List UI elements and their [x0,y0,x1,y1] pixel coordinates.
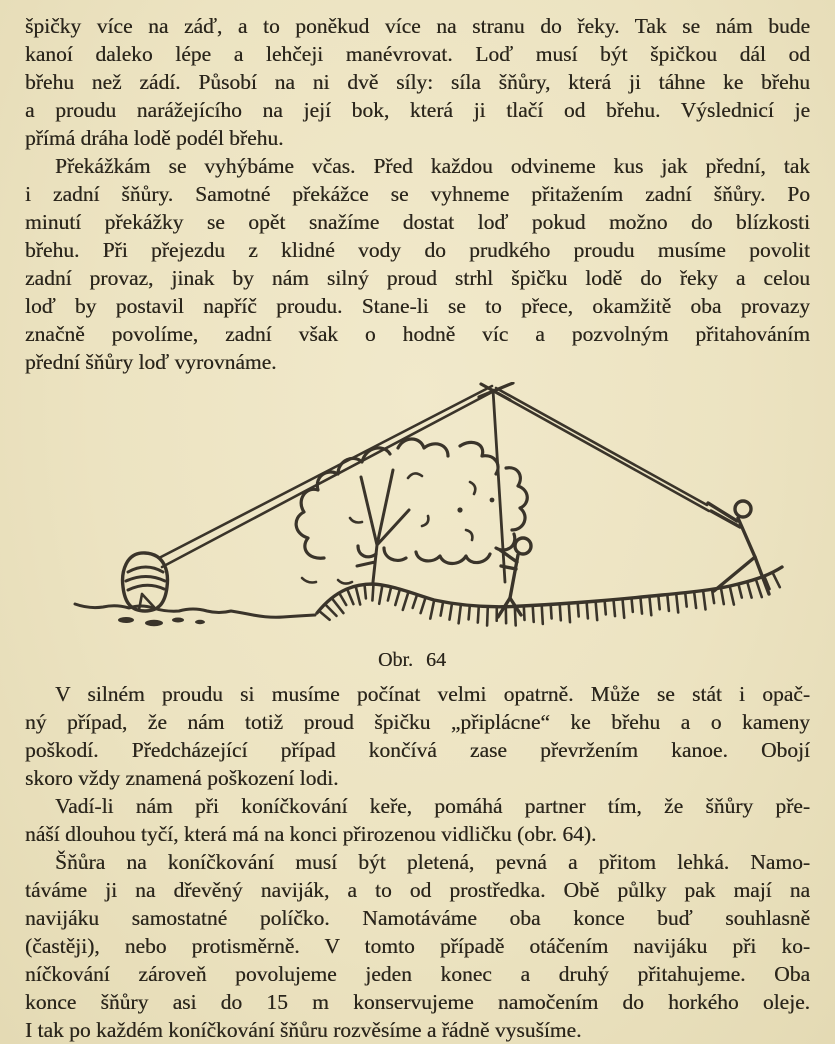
text-line: přední šňůry loď vyrovnáme. [25,350,277,374]
text-line: V silném proudu si musíme počínat velmi opatrně. Může se stát i opač- [55,682,810,706]
text-line: navijáku samostatné políčko. Namotáváme oba konce buď souhlasně [25,906,810,930]
text-line: zadní provaz, jinak by nám silný proud strhl špičku lodě do řeky a celou [25,266,810,290]
stones [118,617,205,626]
text-line: Vadí-li nám při koníčkování keře, pomáhá partner tím, že šňůry pře- [55,794,810,818]
canoe-drawing [123,553,168,611]
text-line: ný případ, že nám totiž proud špičku „připlácne“ ke břehu a o kameny [25,710,810,734]
text-line: Šňůra na koníčkování musí být pletená, pevná a přitom lehká. Namo- [55,850,810,874]
paragraph [25,680,810,792]
puller-figure [708,501,769,594]
text-line: skoro vždy znamená poškození lodi. [25,766,339,790]
text-line: minutí překážky se opět snažíme dostat loď pokud možno do blízkosti [25,210,810,234]
text-line: břehu. Při přejezdu z klidné vody do prudkého proudu musíme povolit [25,238,810,262]
text-block-top [25,12,810,376]
text-line: i zadní šňůry. Samotné překážce se vyhneme přitažením zadní šňůry. Po [25,182,810,206]
text-line: konce šňůry asi do 15 m konservujeme namočením do horkého oleje. [25,990,810,1014]
riverbank-hatching [319,572,780,625]
paragraph [25,12,810,152]
text-line: loď by postavil napříč proudu. Stane-li se to přece, okamžitě oba provazy [25,294,810,318]
text-line: kanoí daleko lépe a lehčeji manévrovat. Loď musí být špičkou dál od [25,42,810,66]
paragraph [25,152,810,376]
paragraph [25,792,810,848]
text-line: táváme ji na dřevěný naviják, a to od prostředka. Obě půlky pak mají na [25,878,810,902]
text-line: břehu než zádí. Působí na ni dvě síly: síla šňůry, která ji táhne ke břehu [25,70,810,94]
text-line: špičky více na záď, a to poněkud více na stranu do řeky. Tak se nám bude [25,14,810,38]
tree-drawing [296,439,527,584]
text-line: Překážkám se vyhýbáme včas. Před každou odvineme kus jak přední, tak [55,154,810,178]
figure-caption: Obr. 64 [378,649,446,671]
text-line: značně povolíme, zadní však o hodně víc a pozvolným přitahováním [25,322,810,346]
figure-obr-64 [62,382,797,672]
canoe-towing-illustration [62,382,797,644]
text-line: náší dlouhou tyčí, která má na konci přirozenou vidličku (obr. 64). [25,822,597,846]
text-line: přímá dráha lodě podél břehu. [25,126,284,150]
text-line: poškodí. Předcházející případ končívá zase převržením kanoe. Obojí [25,738,810,762]
tow-rope-lines [159,386,709,567]
text-block-bottom [25,680,810,1044]
text-line: (častěji), nebo protisměrně. V tomto případě otáčením navijáku při ko- [25,934,810,958]
paragraph [25,848,810,1044]
text-line: I tak po každém koníčkování šňůru rozvěsíme a řádně vysušíme. [25,1018,582,1042]
text-line: níčkování zároveň povolujeme jeden konec a druhý přitahujeme. Oba [25,962,810,986]
water-line [75,604,315,617]
text-line: a proudu narážejícího na její bok, která ji tlačí od břehu. Výslednicí je [25,98,810,122]
